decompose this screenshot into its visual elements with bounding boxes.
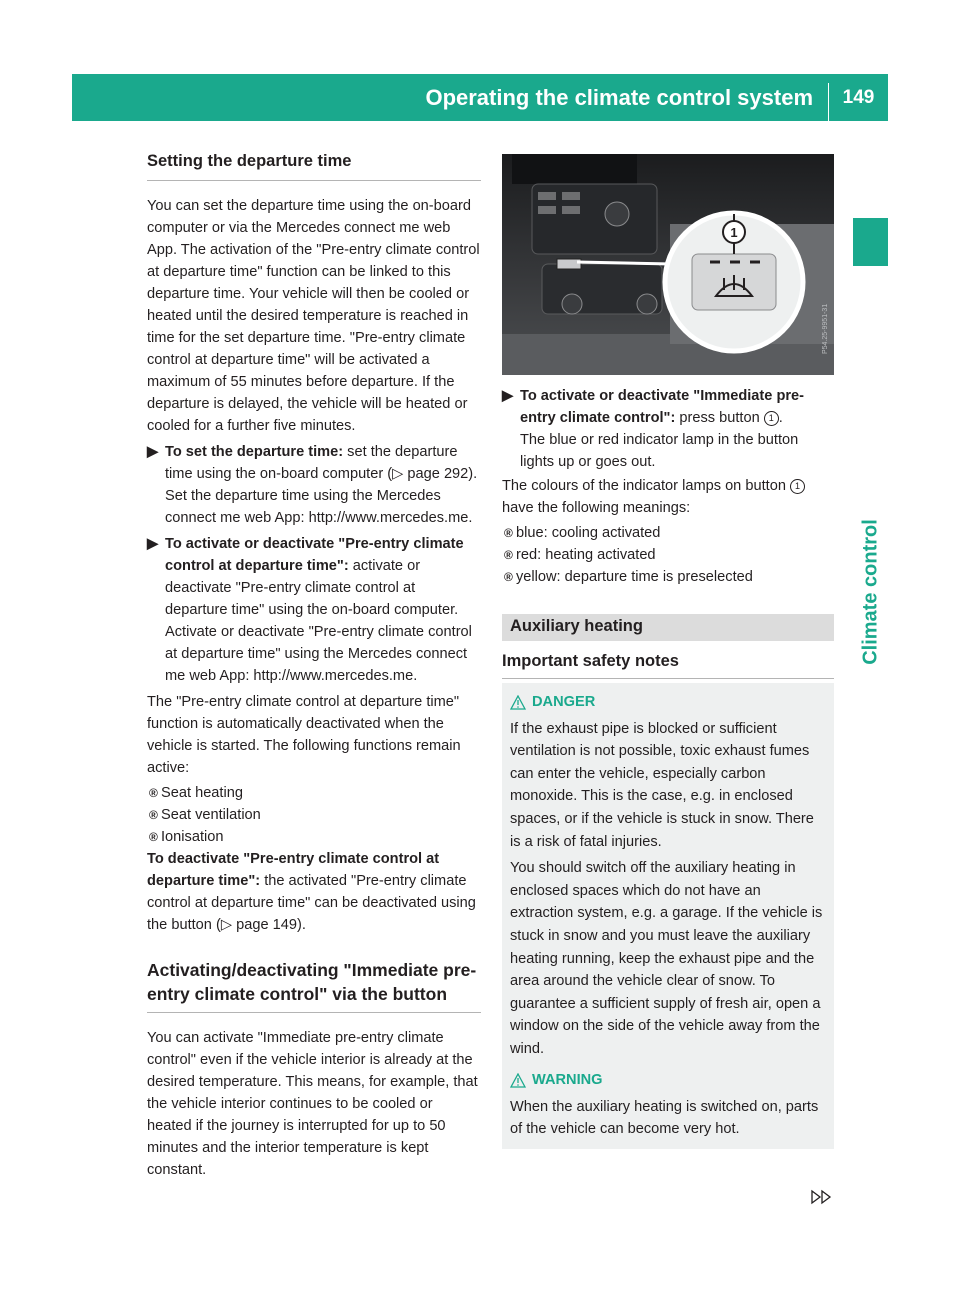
button-number-1: 1 — [764, 411, 779, 426]
step-text: activate or deactivate "Pre-entry climate control at departure time" using the on-board computer. Activate or deactivate "Pre-entry climate control at departure time" using the Mercedes connect me web App: http://www.mercedes.me. — [165, 558, 472, 684]
danger-header — [510, 691, 826, 714]
section-title: Auxiliary heating — [510, 617, 643, 635]
danger-text-2: You should switch off the auxiliary heating in enclosed spaces which do not have an extraction system, e.g. a garage. If the vehicle is stuck in snow and you must leave the auxiliary heating running, keep the exhaust pipe and the area around the vehicle clear of snow. To guarantee a sufficient supply of fresh air, open a window on the side of the vehicle away from the wind. — [510, 860, 823, 1057]
step-label: To set the departure time: — [165, 444, 344, 460]
photo-callout-number: 1 — [730, 225, 738, 240]
paragraph-deactivate: To deactivate "Pre-entry climate control at departure time": the activated "Pre-entry climate control at departure time" can be deactivated using the button (▷ page 149). — [147, 851, 476, 933]
chapter-sidebar — [853, 218, 888, 1284]
continue-arrows-icon — [808, 1188, 836, 1206]
dashboard-illustration — [502, 154, 834, 375]
danger-text-1: If the exhaust pipe is blocked or sufficient ventilation is not possible, toxic exhaust fumes can enter the vehicle, especially carbon monoxide. This is the case, e.g. in enclosed spaces, or if the vehicle is stuck in snow. There is a risk of fatal injuries. — [510, 720, 814, 850]
danger-box — [502, 683, 834, 1069]
warning-header — [510, 1069, 826, 1092]
button-number-1: 1 — [790, 479, 805, 494]
section-bar-auxiliary-heating — [502, 614, 834, 641]
bullet-icon: ® — [504, 526, 513, 540]
paragraph-departure-intro: You can set the departure time using the on-board computer or via the Mercedes connect me web App. The activation of the "Pre-entry climate control at departure time" function can be linked to this departure time. Your vehicle will then be cooled or heated until the desired temperature is reached in time for the set departure time. "Pre-entry climate control at departure time" will be activated a maximum of 55 minutes before departure. If the departure is delayed, the vehicle will be heated or cooled for a further five minutes. — [147, 198, 480, 434]
list-item: ® yellow: departure time is preselected — [502, 566, 834, 588]
step-set-departure — [147, 441, 481, 529]
page-ref-link[interactable]: page 149 — [236, 917, 297, 933]
step-text: set the departure time using the on-board computer ( — [165, 444, 458, 482]
step-label: To activate or deactivate "Immediate pre-entry climate control": — [520, 388, 805, 426]
bullet-icon: ® — [504, 570, 513, 584]
warning-triangle-icon — [510, 1073, 526, 1088]
warning-triangle-icon — [510, 695, 526, 710]
chapter-tab-marker — [853, 218, 888, 266]
step-label: To activate or deactivate "Pre-entry climate control at departure time": — [165, 536, 464, 574]
photo-code: P54.25-9951-31 — [822, 303, 829, 354]
step-arrow-icon: ▶ — [147, 536, 159, 552]
list-item: ® Ionisation — [147, 826, 481, 848]
step-text-cont: ). Set the departure time using the Mercedes connect me web App: http://www.mercedes.me. — [165, 466, 478, 526]
step-arrow-icon: ▶ — [502, 388, 514, 404]
chapter-title: Operating the climate control system — [425, 84, 813, 110]
list-item: ® Seat ventilation — [147, 804, 481, 826]
paragraph-immediate-intro: You can activate "Immediate pre-entry climate control" even if the vehicle interior is already at the desired temperature. This means, for example, that the vehicle interior continues to be cooled or heated if the journey is interrupted for up to 50 minutes and the interior temperature is kept constant. — [147, 1030, 478, 1178]
chapter-side-text: Climate control — [859, 519, 881, 665]
step-activate-preentry — [147, 533, 481, 687]
page-ref-link[interactable]: page 292 — [407, 466, 469, 482]
heading-immediate-preentry: Activating/deactivating "Immediate pre-entry climate control" via the button — [147, 960, 477, 1004]
warning-box — [502, 1061, 834, 1149]
indicator-colour-list — [502, 522, 834, 588]
page-ref-arrow-icon: ▷ — [392, 466, 408, 482]
page-header — [72, 74, 888, 121]
deactivate-label: To deactivate "Pre-entry climate control at departure time": — [147, 851, 440, 889]
page-number: 149 — [842, 86, 875, 108]
left-column — [147, 150, 481, 1181]
step-arrow-icon: ▶ — [147, 444, 159, 460]
list-item: ® blue: cooling activated — [502, 522, 834, 544]
step-result: The blue or red indicator lamp in the button lights up or goes out. — [520, 432, 799, 470]
paragraph-indicator-meanings: The colours of the indicator lamps on button 1 have the following meanings: — [502, 475, 834, 519]
dashboard-photo — [502, 154, 834, 375]
bullet-icon: ® — [149, 808, 158, 822]
paragraph-auto-deactivate: The "Pre-entry climate control at departure time" function is automatically deactivated when the vehicle is started. The following functions remain active: — [147, 694, 461, 776]
list-item: ® Seat heating — [147, 782, 481, 804]
heading-safety-notes: Important safety notes — [502, 652, 679, 670]
list-item: ® red: heating activated — [502, 544, 834, 566]
bullet-icon: ® — [149, 786, 158, 800]
right-column — [502, 385, 834, 588]
page-ref-arrow-icon: ▷ — [220, 917, 237, 933]
chapter-side-label — [853, 476, 888, 708]
step-immediate-preentry: ▶ To activate or deactivate "Immediate pre-entry climate control": press button 1 . The blue or red indicator lamp in the button lights up or goes out. — [502, 385, 834, 473]
bullet-icon: ® — [149, 830, 158, 844]
heading-departure-time: Setting the departure time — [147, 152, 352, 170]
danger-title: DANGER — [532, 694, 596, 710]
bullet-icon: ® — [504, 548, 513, 562]
warning-text-1: When the auxiliary heating is switched on, parts of the vehicle can become very hot. — [510, 1098, 819, 1138]
warning-title: WARNING — [532, 1072, 603, 1088]
safety-notes-heading-wrap — [502, 650, 834, 679]
active-functions-list — [147, 782, 481, 848]
